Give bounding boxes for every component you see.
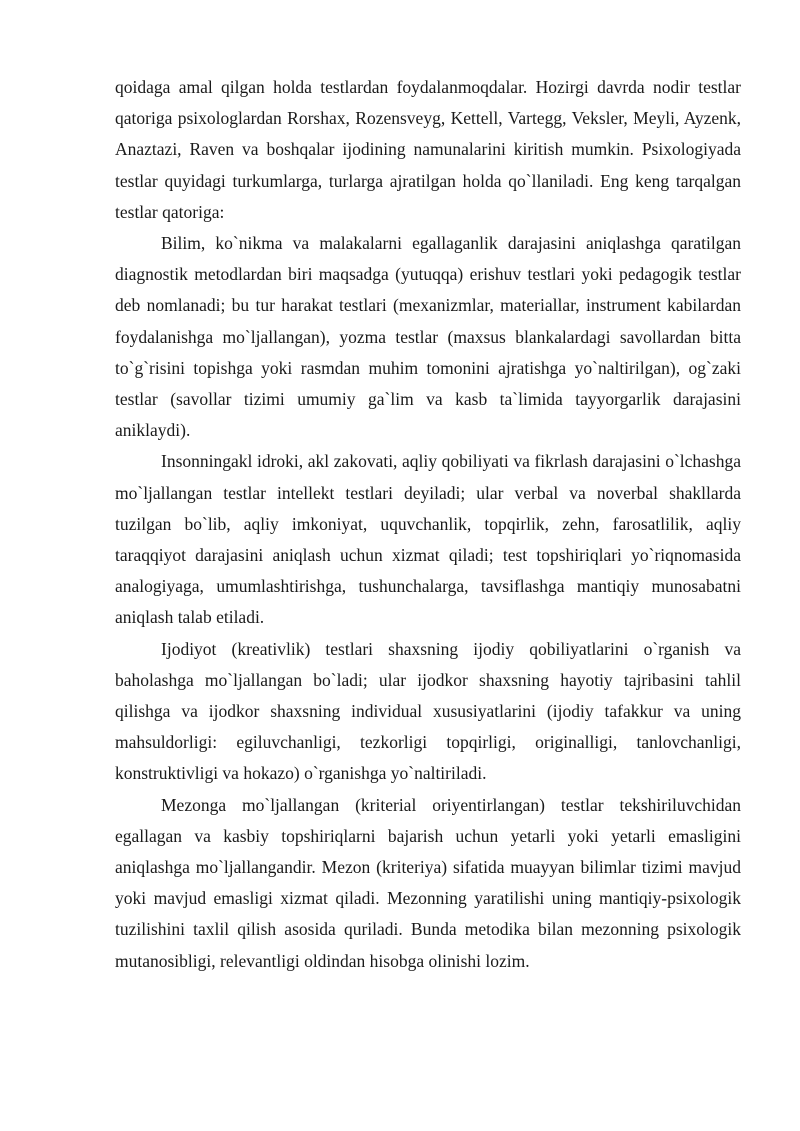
paragraph-creativity-tests: Ijodiyot (kreativlik) testlari shaxsning ijodiy qobiliyatlarini o`rganish va baholashga mo`ljallangan bo`ladi; ular ijodkor shaxsning hayotiy tajribasini tahlil qilishga va ijodkor shaxsning individual xususiyatlarini (ijodiy tafakkur va uning mahsuldorligi: egiluvchanligi, tezkorligi topqirligi, originalligi, tanlovchanligi, konstruktivligi va hokazo) o`rganishga yo`naltiriladi. bbox=[115, 638, 741, 784]
paragraph-intelligence-tests: Insonningakl idroki, akl zakovati, aqliy qobiliyati va fikrlash darajasini o`lchashga mo`ljallangan testlar intellekt testlari deyiladi; ular verbal va noverbal shakllarda tuzilgan bo`lib, aqliy imkoniyat, uquvchanlik, topqirlik, zehn, farosatlilik, aqliy taraqqiyot darajasini aniqlash uchun xizmat qiladi; test topshiriqlari yo`riqnomasida analogiyaga, umumlashtirishga, tushunchalarga, tavsiflashga mantiqiy munosabatni aniqlash talab etiladi. bbox=[115, 451, 741, 628]
paragraph-achievement-tests: Bilim, ko`nikma va malakalarni egallaganlik darajasini aniqlashga qaratilgan diagnostik metodlardan biri maqsadga (yutuqqa) erishuv testlari yoki pedagogik testlar deb nomlanadi; bu tur harakat testlari (mexanizmlar, materiallar, instrument kabilardan foydalanishga mo`ljallangan), yozma testlar (maxsus blankalardagi savollardan bitta to`g`risini topishga yoki rasmdan muhim tomonini ajratishga yo`naltirilgan), og`zaki testlar (savollar tizimi umumiy ga`lim va kasb ta`limida tayyorgarlik darajasini aniklaydi). bbox=[115, 233, 741, 441]
document-body bbox=[115, 72, 741, 977]
paragraph-criterion-tests: Mezonga mo`ljallangan (kriterial oriyentirlangan) testlar tekshiriluvchidan egallagan va kasbiy topshiriqlarni bajarish uchun yetarli yoki yetarli emasligini aniqlashga mo`ljallangandir. Mezon (kriteriya) sifatida muayyan bilimlar tizimi mavjud yoki mavjud emasligi xizmat qiladi. Mezonning yaratilishi uning mantiqiy-psixologik tuzilishini taxlil qilish asosida quriladi. Bunda metodika bilan mezonning psixologik mutanosibligi, relevantligi oldindan hisobga olinishi lozim. bbox=[115, 794, 741, 971]
paragraph-continuation: qoidaga amal qilgan holda testlardan foydalanmoqdalar. Hozirgi davrda nodir testlar qatoriga psixologlardan Rorshax, Rozensveyg, Kettell, Vartegg, Veksler, Meyli, Ayzenk, Anaztazi, Raven va boshqalar ijodining namunalarini kiritish mumkin. Psixologiyada testlar quyidagi turkumlarga, turlarga ajratilgan holda qo`llaniladi. Eng keng tarqalgan testlar qatoriga: bbox=[115, 77, 741, 222]
